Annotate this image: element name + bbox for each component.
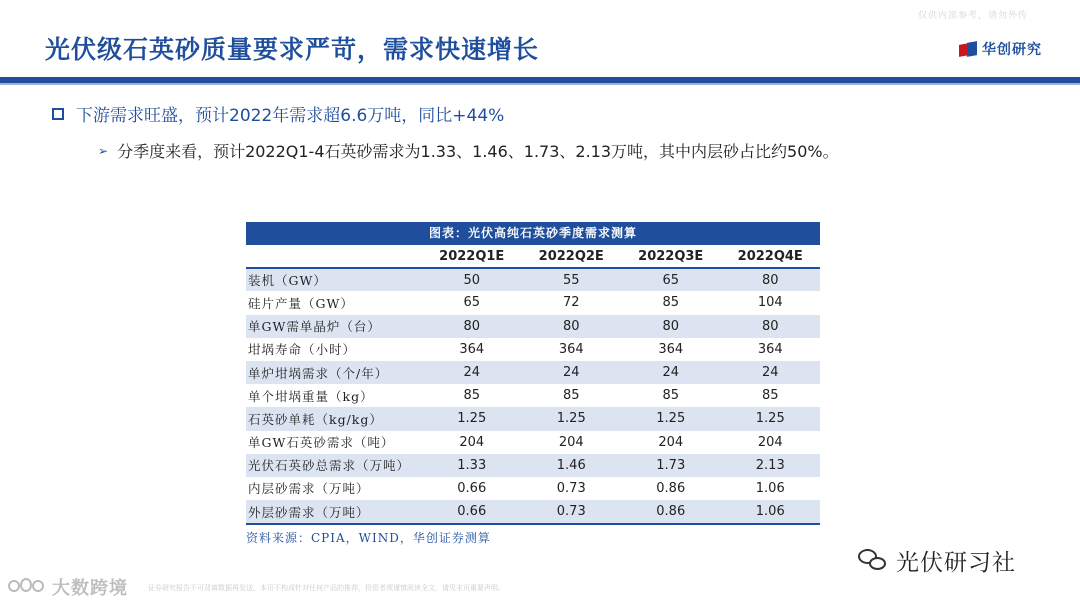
table-row-label: 光伏石英砂总需求（万吨）	[246, 454, 422, 477]
table-cell: 1.46	[522, 454, 622, 477]
table-cell: 0.66	[422, 477, 522, 500]
table-cell: 1.06	[721, 500, 821, 523]
table-cell: 204	[721, 431, 821, 454]
bullet-level1-text: 下游需求旺盛，预计2022年需求超6.6万吨，同比+44%	[76, 106, 505, 126]
demand-table	[246, 245, 820, 523]
table-cell: 364	[721, 338, 821, 361]
logo-text: 华创研究	[982, 42, 1042, 58]
wechat-name: 光伏研习社	[896, 550, 1016, 576]
table-cell: 1.25	[522, 407, 622, 430]
table-cell: 104	[721, 291, 821, 314]
table-row	[246, 454, 820, 477]
table-cell: 24	[422, 361, 522, 384]
table-row-label: 单个坩埚重量（kg）	[246, 384, 422, 407]
table-row	[246, 500, 820, 523]
watermark-text: 大数跨境	[52, 578, 128, 599]
table-cell: 80	[721, 268, 821, 291]
watermark	[8, 574, 128, 600]
table-cell: 80	[522, 315, 622, 338]
table-cell: 24	[721, 361, 821, 384]
table-header-cell: 2022Q4E	[721, 245, 821, 268]
table-cell: 24	[621, 361, 721, 384]
table-cell: 85	[621, 291, 721, 314]
table-row-label: 单GW石英砂需求（吨）	[246, 431, 422, 454]
table-row	[246, 338, 820, 361]
table-row	[246, 268, 820, 291]
table-row	[246, 431, 820, 454]
table-cell: 80	[721, 315, 821, 338]
table-cell: 55	[522, 268, 622, 291]
table-row-label: 硅片产量（GW）	[246, 291, 422, 314]
bullet-level1	[52, 101, 504, 126]
bullet-level2	[98, 139, 839, 162]
table-cell: 72	[522, 291, 622, 314]
header-divider-shadow	[0, 83, 1080, 85]
bullet-level2-text: 分季度来看，预计2022Q1-4石英砂需求为1.33、1.46、1.73、2.13万吨，其中内层砂占比约50%。	[117, 142, 839, 161]
table-row	[246, 384, 820, 407]
table-cell: 0.86	[621, 477, 721, 500]
table-cell: 50	[422, 268, 522, 291]
table-cell: 1.33	[422, 454, 522, 477]
table-cell: 1.25	[422, 407, 522, 430]
table-cell: 364	[522, 338, 622, 361]
huachuang-logo-icon	[959, 40, 977, 58]
table-header-cell: 2022Q1E	[422, 245, 522, 268]
table-cell: 85	[522, 384, 622, 407]
table-bottom-rule	[246, 523, 820, 525]
arrow-bullet-icon: ➢	[98, 143, 109, 158]
table-header-row	[246, 245, 820, 268]
wechat-icon	[858, 549, 888, 573]
table-cell: 24	[522, 361, 622, 384]
table-caption: 图表：光伏高纯石英砂季度需求测算	[246, 222, 820, 245]
table-cell: 1.73	[621, 454, 721, 477]
table-row-label: 装机（GW）	[246, 268, 422, 291]
watermark-logo-icon	[8, 576, 48, 598]
table-cell: 80	[422, 315, 522, 338]
table-cell: 85	[422, 384, 522, 407]
table-row	[246, 407, 820, 430]
table-cell: 0.73	[522, 477, 622, 500]
table-row	[246, 477, 820, 500]
table-header-cell: 2022Q2E	[522, 245, 622, 268]
table-row-label: 单炉坩埚需求（个/年）	[246, 361, 422, 384]
table-row-label: 坩埚寿命（小时）	[246, 338, 422, 361]
table-cell: 1.06	[721, 477, 821, 500]
table-cell: 85	[621, 384, 721, 407]
table-cell: 2.13	[721, 454, 821, 477]
table-source: 资料来源：CPIA，WIND，华创证券测算	[246, 531, 491, 546]
table-row	[246, 291, 820, 314]
table-cell: 0.86	[621, 500, 721, 523]
wechat-account	[858, 544, 1016, 577]
demand-table-block	[246, 222, 820, 546]
brand-logo	[959, 39, 1042, 59]
table-cell: 364	[422, 338, 522, 361]
table-cell: 80	[621, 315, 721, 338]
table-cell: 1.25	[621, 407, 721, 430]
table-cell: 204	[522, 431, 622, 454]
table-cell: 85	[721, 384, 821, 407]
top-note: 仅供内部参考，请勿外传	[917, 11, 1028, 21]
table-row-label: 内层砂需求（万吨）	[246, 477, 422, 500]
table-row-label: 外层砂需求（万吨）	[246, 500, 422, 523]
table-cell: 204	[422, 431, 522, 454]
table-row	[246, 315, 820, 338]
table-row	[246, 361, 820, 384]
table-cell: 0.73	[522, 500, 622, 523]
table-cell: 1.25	[721, 407, 821, 430]
table-cell: 65	[621, 268, 721, 291]
footer-disclaimer: 证券研究报告不可背离数据再发送，本页不构成针对任何产品的推荐，投资者须谨慎阅读全文，请见末页重要声明。	[148, 584, 505, 592]
table-header-cell: 2022Q3E	[621, 245, 721, 268]
table-row-label: 单GW需单晶炉（台）	[246, 315, 422, 338]
square-bullet-icon	[52, 108, 64, 120]
table-cell: 0.66	[422, 500, 522, 523]
page-title: 光伏级石英砂质量要求严苛，需求快速增长	[45, 35, 540, 64]
table-header-cell	[246, 245, 422, 268]
table-row-label: 石英砂单耗（kg/kg）	[246, 407, 422, 430]
table-cell: 364	[621, 338, 721, 361]
table-cell: 65	[422, 291, 522, 314]
table-cell: 204	[621, 431, 721, 454]
